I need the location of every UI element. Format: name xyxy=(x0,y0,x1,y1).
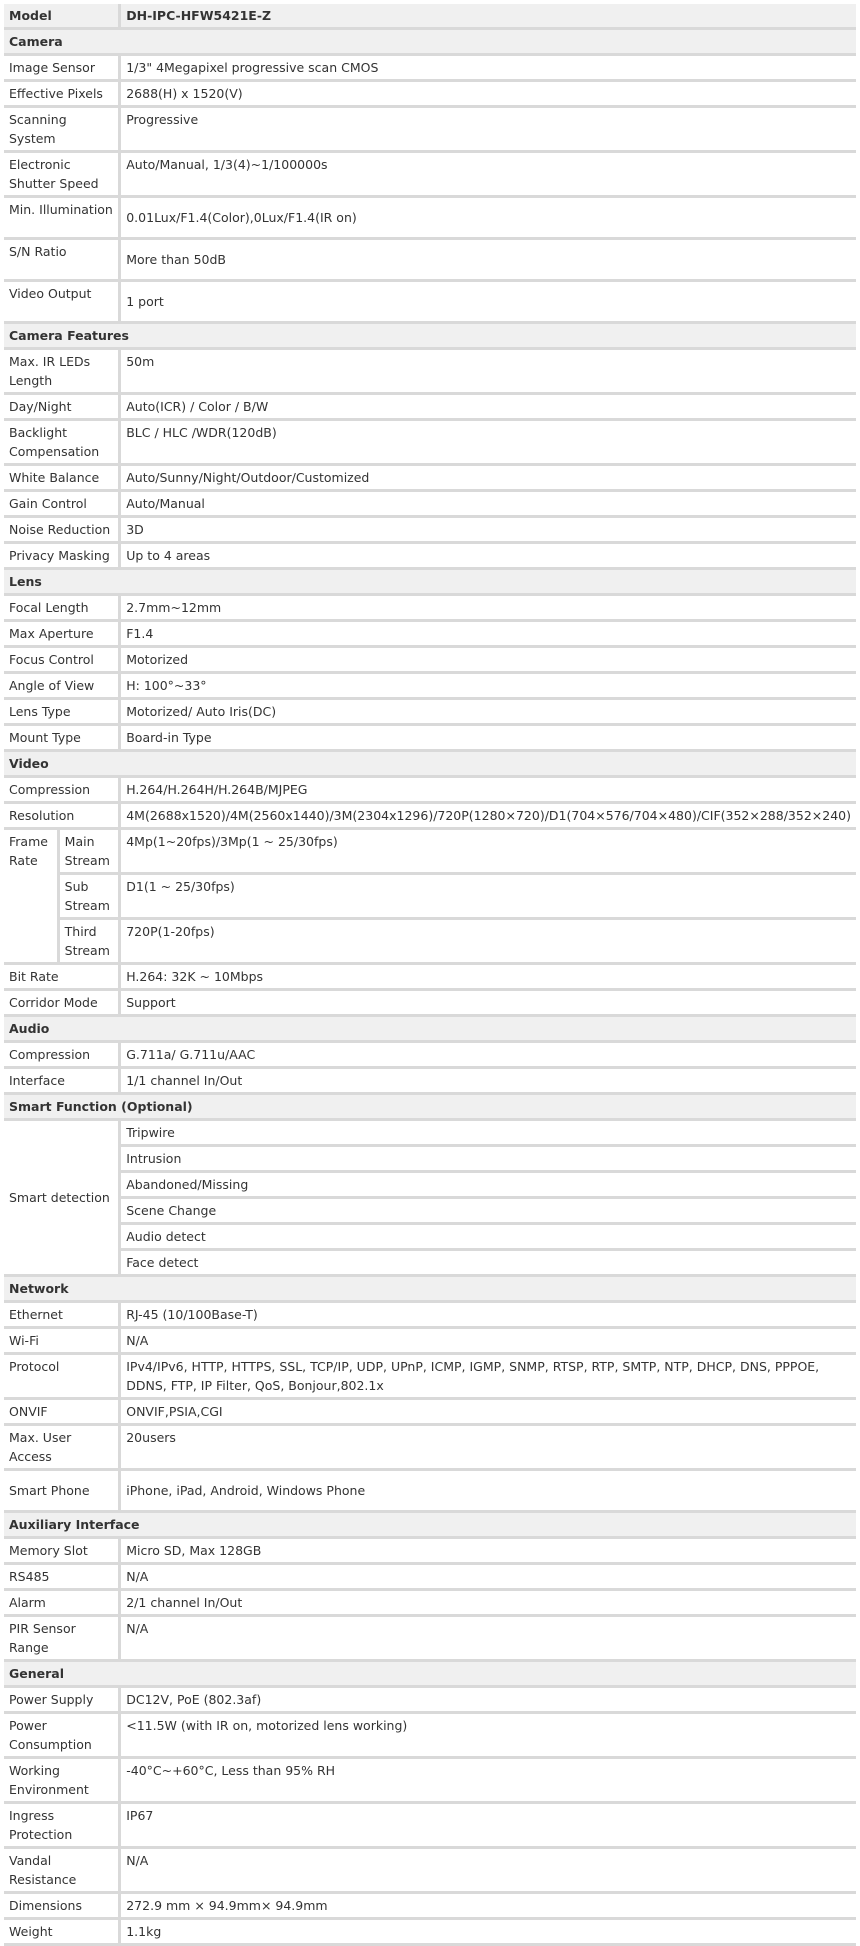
spec-label: Max. IR LEDs Length xyxy=(4,350,121,395)
section-row xyxy=(4,30,856,56)
spec-label: Focus Control xyxy=(4,648,121,674)
spec-value: H: 100°~33° xyxy=(121,674,856,700)
spec-label: Power Consumption xyxy=(4,1714,121,1759)
stream-label: Sub Stream xyxy=(60,875,122,920)
section-title: Camera xyxy=(4,30,856,56)
spec-value: H.264/H.264H/H.264B/MJPEG xyxy=(121,778,856,804)
table-row xyxy=(4,1759,856,1804)
table-row xyxy=(4,622,856,648)
table-row xyxy=(4,1426,856,1471)
spec-value: IPv4/IPv6, HTTP, HTTPS, SSL, TCP/IP, UDP, UPnP, ICMP, IGMP, SNMP, RTSP, RTP, SMTP, NTP, DHCP, DNS, PPPOE, DDNS, FTP, IP Filter, QoS, Bonjour,802.1x xyxy=(121,1355,856,1400)
table-row xyxy=(4,1688,856,1714)
table-row xyxy=(4,1043,856,1069)
table-row xyxy=(4,1565,856,1591)
section-title: Camera Features xyxy=(4,324,856,350)
stream-label: Third Stream xyxy=(60,920,122,965)
spec-value: N/A xyxy=(121,1849,856,1894)
spec-value: 1 port xyxy=(121,282,856,324)
table-row xyxy=(4,1849,856,1894)
spec-label: Working Environment xyxy=(4,1759,121,1804)
spec-label: Backlight Compensation xyxy=(4,421,121,466)
spec-value: 1/3" 4Megapixel progressive scan CMOS xyxy=(121,56,856,82)
table-row xyxy=(4,1355,856,1400)
section-row xyxy=(4,324,856,350)
spec-label: Ingress Protection xyxy=(4,1804,121,1849)
table-row xyxy=(4,544,856,570)
section-row xyxy=(4,570,856,596)
spec-label: Smart Phone xyxy=(4,1471,121,1513)
section-title: Video xyxy=(4,752,856,778)
spec-table xyxy=(4,4,856,1946)
table-row xyxy=(4,726,856,752)
smart-detection-item: Scene Change xyxy=(121,1199,856,1225)
spec-label: Vandal Resistance xyxy=(4,1849,121,1894)
spec-value: 1/1 channel In/Out xyxy=(121,1069,856,1095)
smart-detection-item: Abandoned/Missing xyxy=(121,1173,856,1199)
stream-label: Main Stream xyxy=(60,830,122,875)
table-row xyxy=(4,700,856,726)
spec-value: 20users xyxy=(121,1426,856,1471)
spec-label: Privacy Masking xyxy=(4,544,121,570)
spec-value: -40°C~+60°C, Less than 95% RH xyxy=(121,1759,856,1804)
table-row xyxy=(4,1199,856,1225)
spec-value: N/A xyxy=(121,1329,856,1355)
table-row xyxy=(4,492,856,518)
spec-label: Max Aperture xyxy=(4,622,121,648)
spec-value: Board-in Type xyxy=(121,726,856,752)
table-row xyxy=(4,991,856,1017)
table-row xyxy=(4,240,856,282)
spec-value: IP67 xyxy=(121,1804,856,1849)
spec-label: Video Output xyxy=(4,282,121,324)
spec-value: iPhone, iPad, Android, Windows Phone xyxy=(121,1471,856,1513)
spec-label: Image Sensor xyxy=(4,56,121,82)
table-row xyxy=(4,198,856,240)
section-title: Lens xyxy=(4,570,856,596)
spec-value: ONVIF,PSIA,CGI xyxy=(121,1400,856,1426)
spec-value: H.264: 32K ~ 10Mbps xyxy=(121,965,856,991)
spec-value: Auto/Sunny/Night/Outdoor/Customized xyxy=(121,466,856,492)
spec-value: 2688(H) x 1520(V) xyxy=(121,82,856,108)
spec-value: DC12V, PoE (802.3af) xyxy=(121,1688,856,1714)
table-row xyxy=(4,1147,856,1173)
spec-value: 2/1 channel In/Out xyxy=(121,1591,856,1617)
table-row xyxy=(4,1225,856,1251)
spec-label: ONVIF xyxy=(4,1400,121,1426)
spec-value: Auto/Manual xyxy=(121,492,856,518)
table-row xyxy=(4,4,856,30)
table-row xyxy=(4,596,856,622)
spec-label: Compression xyxy=(4,778,121,804)
table-row xyxy=(4,1804,856,1849)
table-row xyxy=(4,1894,856,1920)
section-title: General xyxy=(4,1662,856,1688)
stream-value: 720P(1-20fps) xyxy=(121,920,856,965)
table-row xyxy=(4,1714,856,1759)
table-row xyxy=(4,82,856,108)
spec-label: Electronic Shutter Speed xyxy=(4,153,121,198)
spec-value: Micro SD, Max 128GB xyxy=(121,1539,856,1565)
table-row xyxy=(4,518,856,544)
model-value: DH-IPC-HFW5421E-Z xyxy=(121,4,856,30)
spec-value: BLC / HLC /WDR(120dB) xyxy=(121,421,856,466)
frame-rate-label: Frame Rate xyxy=(4,830,60,965)
section-row xyxy=(4,1662,856,1688)
spec-label: Mount Type xyxy=(4,726,121,752)
spec-label: Weight xyxy=(4,1920,121,1946)
spec-value: Support xyxy=(121,991,856,1017)
table-row xyxy=(4,1617,856,1662)
spec-label: Day/Night xyxy=(4,395,121,421)
spec-label: Noise Reduction xyxy=(4,518,121,544)
table-row xyxy=(4,648,856,674)
spec-value: F1.4 xyxy=(121,622,856,648)
table-row xyxy=(4,965,856,991)
section-row xyxy=(4,1513,856,1539)
spec-label: Memory Slot xyxy=(4,1539,121,1565)
table-row xyxy=(4,1121,856,1147)
spec-value: More than 50dB xyxy=(121,240,856,282)
table-row xyxy=(4,1471,856,1513)
spec-label: Corridor Mode xyxy=(4,991,121,1017)
spec-label: Interface xyxy=(4,1069,121,1095)
section-row xyxy=(4,1095,856,1121)
smart-detection-item: Intrusion xyxy=(121,1147,856,1173)
spec-label: RS485 xyxy=(4,1565,121,1591)
spec-label: Alarm xyxy=(4,1591,121,1617)
spec-value: 3D xyxy=(121,518,856,544)
table-row xyxy=(4,1173,856,1199)
table-row xyxy=(4,875,856,920)
spec-label: S/N Ratio xyxy=(4,240,121,282)
section-title: Smart Function (Optional) xyxy=(4,1095,856,1121)
spec-label: Wi-Fi xyxy=(4,1329,121,1355)
spec-label: Power Supply xyxy=(4,1688,121,1714)
spec-label: Protocol xyxy=(4,1355,121,1400)
spec-value: G.711a/ G.711u/AAC xyxy=(121,1043,856,1069)
table-row xyxy=(4,1303,856,1329)
smart-detection-item: Face detect xyxy=(121,1251,856,1277)
spec-value: Up to 4 areas xyxy=(121,544,856,570)
spec-label: Compression xyxy=(4,1043,121,1069)
table-row xyxy=(4,395,856,421)
table-row xyxy=(4,1920,856,1946)
section-row xyxy=(4,1017,856,1043)
spec-label: Effective Pixels xyxy=(4,82,121,108)
spec-label: Scanning System xyxy=(4,108,121,153)
spec-label: PIR Sensor Range xyxy=(4,1617,121,1662)
table-row xyxy=(4,830,856,875)
table-row xyxy=(4,56,856,82)
spec-label: Dimensions xyxy=(4,1894,121,1920)
spec-label: Resolution xyxy=(4,804,121,830)
smart-detection-item: Audio detect xyxy=(121,1225,856,1251)
spec-value: 4M(2688x1520)/4M(2560x1440)/3M(2304x1296)/720P(1280×720)/D1(704×576/704×480)/CIF(352×288/352×240) xyxy=(121,804,856,830)
spec-value: 272.9 mm × 94.9mm× 94.9mm xyxy=(121,1894,856,1920)
spec-label: Bit Rate xyxy=(4,965,121,991)
spec-value: Auto(ICR) / Color / B/W xyxy=(121,395,856,421)
table-row xyxy=(4,1591,856,1617)
spec-value: 1.1kg xyxy=(121,1920,856,1946)
spec-value: N/A xyxy=(121,1565,856,1591)
spec-label: White Balance xyxy=(4,466,121,492)
stream-value: D1(1 ~ 25/30fps) xyxy=(121,875,856,920)
table-row xyxy=(4,466,856,492)
stream-value: 4Mp(1~20fps)/3Mp(1 ~ 25/30fps) xyxy=(121,830,856,875)
table-row xyxy=(4,282,856,324)
table-row xyxy=(4,350,856,395)
table-row xyxy=(4,920,856,965)
spec-label: Gain Control xyxy=(4,492,121,518)
table-row xyxy=(4,674,856,700)
table-row xyxy=(4,1400,856,1426)
smart-detection-label: Smart detection xyxy=(4,1121,121,1277)
spec-value: 50m xyxy=(121,350,856,395)
spec-label: Lens Type xyxy=(4,700,121,726)
table-row xyxy=(4,1069,856,1095)
section-title: Network xyxy=(4,1277,856,1303)
table-row xyxy=(4,108,856,153)
spec-label: Focal Length xyxy=(4,596,121,622)
spec-value: Auto/Manual, 1/3(4)~1/100000s xyxy=(121,153,856,198)
spec-value: <11.5W (with IR on, motorized lens working) xyxy=(121,1714,856,1759)
spec-value: RJ-45 (10/100Base-T) xyxy=(121,1303,856,1329)
table-row xyxy=(4,1539,856,1565)
spec-value: Motorized xyxy=(121,648,856,674)
table-row xyxy=(4,804,856,830)
spec-label: Ethernet xyxy=(4,1303,121,1329)
table-row xyxy=(4,778,856,804)
spec-value: Motorized/ Auto Iris(DC) xyxy=(121,700,856,726)
section-row xyxy=(4,752,856,778)
section-row xyxy=(4,1277,856,1303)
table-row xyxy=(4,1329,856,1355)
section-title: Audio xyxy=(4,1017,856,1043)
spec-value: N/A xyxy=(121,1617,856,1662)
spec-value: 0.01Lux/F1.4(Color),0Lux/F1.4(IR on) xyxy=(121,198,856,240)
table-row xyxy=(4,1251,856,1277)
model-label: Model xyxy=(4,4,121,30)
smart-detection-item: Tripwire xyxy=(121,1121,856,1147)
table-row xyxy=(4,153,856,198)
table-row xyxy=(4,421,856,466)
section-title: Auxiliary Interface xyxy=(4,1513,856,1539)
spec-value: Progressive xyxy=(121,108,856,153)
spec-label: Min. Illumination xyxy=(4,198,121,240)
spec-label: Max. User Access xyxy=(4,1426,121,1471)
spec-value: 2.7mm~12mm xyxy=(121,596,856,622)
spec-label: Angle of View xyxy=(4,674,121,700)
